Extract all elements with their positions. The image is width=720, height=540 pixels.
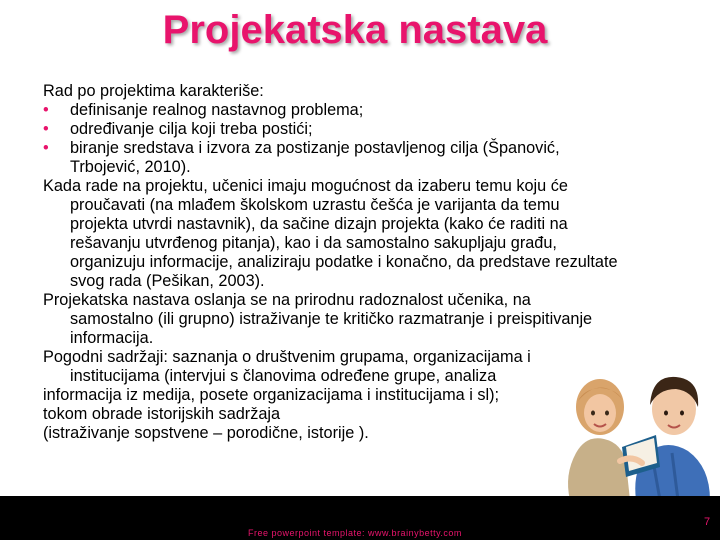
bullet-icon: • [43,101,49,119]
bullet-text: definisanje realnog nastavnog problema; [70,101,364,119]
body-line: projekta utvrdi nastavnik), da sačine dizajn projekta (kako će raditi na [70,215,568,233]
bullet-text: određivanje cilja koji treba postići; [70,120,313,138]
body-line: organizuju informacije, analiziraju podatke i konačno, da predstave rezultate [70,253,618,271]
bullet-item [43,139,683,158]
body-line: proučavati (na mlađem školskom uzrastu češća je varijanta da temu [70,196,560,214]
body-line: institucijama (intervjui s članovima određene grupe, analiza [70,367,497,385]
body-line: informacija iz medija, posete organizacijama i institucijama i sl); [43,386,500,404]
slide-title: Projekatska nastava [162,8,548,52]
page-number: 7 [704,516,711,528]
children-reading-illustration [560,335,720,505]
body-line: Projekatska nastava oslanja se na prirodnu radoznalost učenika, na [43,291,531,309]
body-line: Rad po projektima karakteriše: [43,82,264,100]
body-line: svog rada (Pešikan, 2003). [70,272,265,290]
body-line: samostalno (ili grupno) istraživanje te kritičko razmatranje i preispitivanje [70,310,593,328]
body-line: rešavanju utvrđenog pitanja), kao i da samostalno sakupljaju građu, [70,234,557,252]
bullet-text: biranje sredstava i izvora za postizanje postavljenog cilja (Španović, [70,139,560,157]
body-line: Pogodni sadržaji: saznanja o društvenim grupama, organizacijama i [43,348,531,366]
bullet-icon: • [43,120,49,138]
bullet-item [43,101,683,120]
bullet-item [43,120,683,139]
body-line: (istraživanje sopstvene – porodične, istorije ). [43,424,369,442]
body-line: tokom obrade istorijskih sadržaja [43,405,281,423]
footer-bar [0,496,720,540]
body-line: Kada rade na projektu, učenici imaju mogućnost da izaberu temu koju će [43,177,568,195]
body-line: informacija. [70,329,154,347]
body-line: Trbojević, 2010). [70,158,191,176]
bullet-icon: • [43,139,49,157]
footer-template-link[interactable]: Free powerpoint template: www.brainybetty.com [248,528,462,538]
